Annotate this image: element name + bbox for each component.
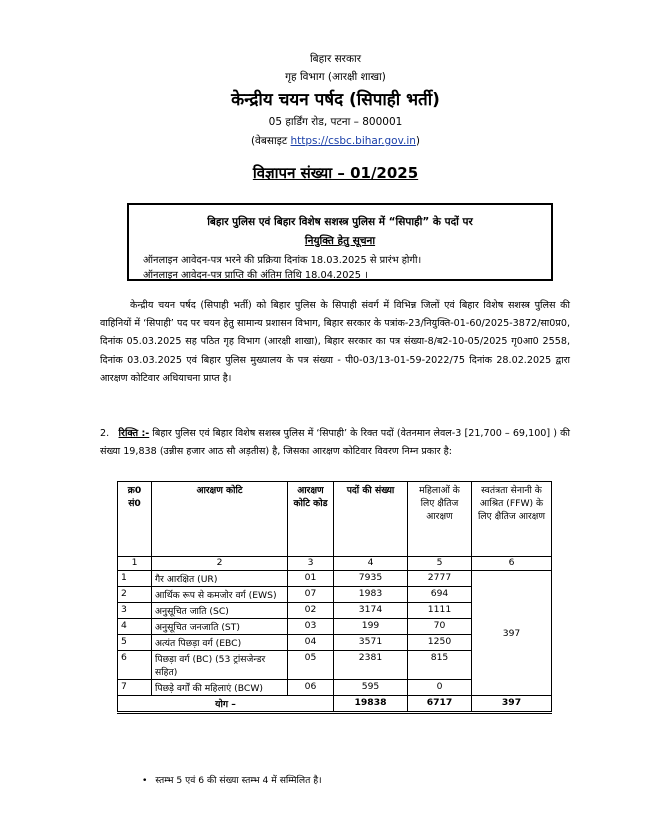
- reservation-table: [117, 481, 552, 714]
- row-posts: 1983: [334, 587, 408, 603]
- paragraph-2: [100, 425, 570, 461]
- vacancy-text: बिहार पुलिस एवं बिहार विशेष सशस्त्र पुलिस में ‘सिपाही’ के रिक्त पदों (वेतनमान लेवल-3 [21,700 – 69,100] ) की संख्या 19,838 (उन्नीस हजार आठ सौ अड़तीस) है, जिसका आरक्षण कोटिवार विवरण निम्न प्रकार है:: [100, 428, 570, 458]
- column-number: 2: [152, 557, 288, 571]
- header-posts: पदों की संख्या: [334, 482, 408, 557]
- row-code: 05: [288, 651, 334, 680]
- row-serial: 7: [118, 680, 152, 696]
- row-women: 0: [408, 680, 472, 696]
- row-category: अनुसूचित जाति (SC): [152, 603, 288, 619]
- notice-subtitle: नियुक्ति हेतु सूचना: [304, 235, 376, 247]
- row-women: 1111: [408, 603, 472, 619]
- total-row: [118, 696, 552, 713]
- row-women: 815: [408, 651, 472, 680]
- row-women: 70: [408, 619, 472, 635]
- board-address: 05 हार्डिंग रोड, पटना – 800001: [268, 116, 403, 128]
- website-prefix: (वेबसाइट: [250, 135, 291, 147]
- row-code: 04: [288, 635, 334, 651]
- notice-box: [127, 203, 553, 281]
- website-link[interactable]: https://csbc.bihar.gov.in: [290, 135, 416, 147]
- ffw-merged-cell: 397: [472, 571, 552, 696]
- table-footnote: [142, 773, 322, 786]
- header-code: आरक्षण कोटि कोड: [288, 482, 334, 557]
- row-category: पिछड़े वर्गों की महिलाएं (BCW): [152, 680, 288, 696]
- notice-title: बिहार पुलिस एवं बिहार विशेष सशस्त्र पुलिस में “सिपाही” के पदों पर: [207, 216, 473, 228]
- footnote-text: स्तम्भ 5 एवं 6 की संख्या स्तम्भ 4 में सम्मिलित है।: [155, 775, 322, 786]
- row-code: 02: [288, 603, 334, 619]
- govt-name: बिहार सरकार: [309, 53, 362, 65]
- notice-last-date: ऑनलाइन आवेदन-पत्र प्राप्ति की अंतिम तिथि 18.04.2025 ।: [143, 270, 368, 281]
- total-women: 6717: [408, 696, 472, 713]
- row-category: अनुसूचित जनजाति (ST): [152, 619, 288, 635]
- website-suffix: ): [415, 135, 421, 147]
- row-serial: 5: [118, 635, 152, 651]
- row-category: पिछड़ा वर्ग (BC) (53 ट्रांसजेन्डर सहित): [152, 651, 288, 680]
- advertisement-number: [0, 163, 671, 183]
- row-code: 07: [288, 587, 334, 603]
- department-name: गृह विभाग (आरक्षी शाखा): [285, 71, 386, 83]
- row-code: 06: [288, 680, 334, 696]
- column-number: 5: [408, 557, 472, 571]
- row-posts: 7935: [334, 571, 408, 587]
- notice-start-date: ऑनलाइन आवेदन-पत्र भरने की प्रक्रिया दिनांक 18.03.2025 से प्रारंभ होगी।: [143, 255, 422, 266]
- column-number: 6: [472, 557, 552, 571]
- row-code: 03: [288, 619, 334, 635]
- paragraph-2-number: 2.: [100, 428, 110, 439]
- row-women: 694: [408, 587, 472, 603]
- row-serial: 2: [118, 587, 152, 603]
- bullet-icon: •: [142, 775, 148, 786]
- column-number-row: [118, 557, 552, 571]
- row-serial: 3: [118, 603, 152, 619]
- header-women: महिलाओं के लिए क्षैतिज आरक्षण: [408, 482, 472, 557]
- header-ffw: स्वतंत्रता सेनानी के आश्रित (FFW) के लिए क्षैतिज आरक्षण: [472, 482, 552, 557]
- row-code: 01: [288, 571, 334, 587]
- column-number: 1: [118, 557, 152, 571]
- row-serial: 4: [118, 619, 152, 635]
- row-serial: 1: [118, 571, 152, 587]
- row-posts: 2381: [334, 651, 408, 680]
- total-posts: 19838: [334, 696, 408, 713]
- header-serial: क्र0 सं0: [118, 482, 152, 557]
- total-label: योग –: [118, 696, 334, 713]
- table-row: [118, 571, 552, 587]
- row-posts: 3174: [334, 603, 408, 619]
- row-category: अत्यंत पिछड़ा वर्ग (EBC): [152, 635, 288, 651]
- table-header-row: [118, 482, 552, 557]
- row-posts: 3571: [334, 635, 408, 651]
- row-women: 2777: [408, 571, 472, 587]
- board-title: केन्द्रीय चयन पर्षद (सिपाही भर्ती): [231, 90, 440, 110]
- website-line: [0, 134, 671, 148]
- row-posts: 595: [334, 680, 408, 696]
- advertisement-number-text: विज्ञापन संख्या – 01/2025: [252, 164, 419, 182]
- total-ffw: 397: [472, 696, 552, 713]
- row-category: आर्थिक रूप से कमजोर वर्ग (EWS): [152, 587, 288, 603]
- row-serial: 6: [118, 651, 152, 680]
- vacancy-heading: रिक्ति :-: [118, 428, 150, 439]
- paragraph-1: केन्द्रीय चयन पर्षद (सिपाही भर्ती) को बिहार पुलिस के सिपाही संवर्ग में विभिन्न जिलों एवं बिहार विशेष सशस्त्र पुलिस की वाहिनियों में ‘सिपाही’ पद पर चयन हेतु सामान्य प्रशासन विभाग, बिहार सरकार के पत्रांक-23/नियुक्ति-01-60/2025-3872/सा0प्र0, दिनांक 05.03.2025 सह पठित गृह विभाग (आरक्षी शाखा), बिहार सरकार का पत्र संख्या-8/ब2-10-05/2025 गृ0आ0 2558, दिनांक 03.03.2025 एवं बिहार पुलिस मुख्यालय के पत्र संख्या - पी0-03/13-01-59-2022/75 दिनांक 28.02.2025 द्वारा आरक्षण कोटिवार अधियाचना प्राप्त है।: [100, 300, 570, 384]
- column-number: 4: [334, 557, 408, 571]
- row-women: 1250: [408, 635, 472, 651]
- header-category: आरक्षण कोटि: [152, 482, 288, 557]
- row-posts: 199: [334, 619, 408, 635]
- column-number: 3: [288, 557, 334, 571]
- row-category: गैर आरक्षित (UR): [152, 571, 288, 587]
